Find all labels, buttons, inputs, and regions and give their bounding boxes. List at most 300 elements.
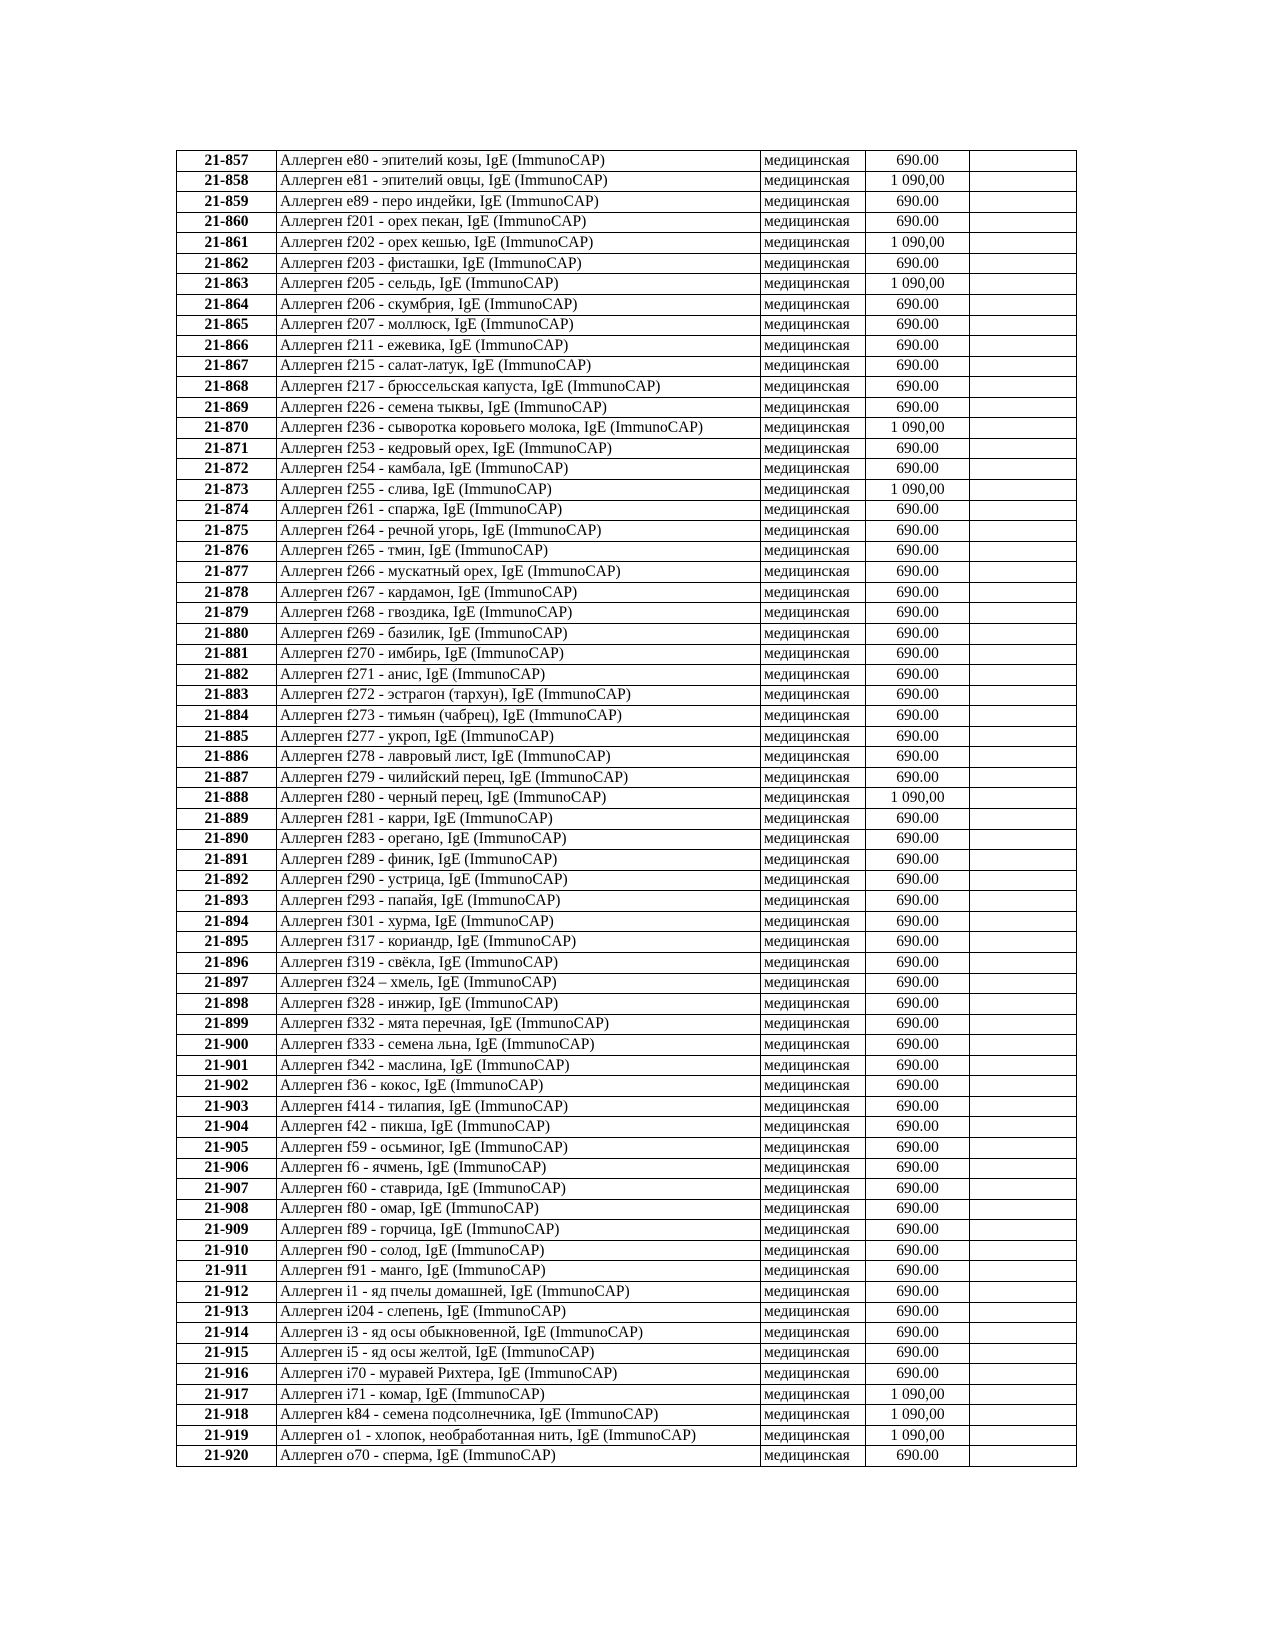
empty-cell <box>970 747 1077 768</box>
service-type: медицинская <box>761 315 866 336</box>
empty-cell <box>970 891 1077 912</box>
service-name: Аллерген f202 - орех кешью, IgE (ImmunoCAP) <box>277 233 761 254</box>
service-price: 690.00 <box>866 870 970 891</box>
empty-cell <box>970 1302 1077 1323</box>
empty-cell <box>970 952 1077 973</box>
service-name: Аллерген f269 - базилик, IgE (ImmunoCAP) <box>277 623 761 644</box>
service-type: медицинская <box>761 1425 866 1446</box>
service-name: Аллерген f272 - эстрагон (тархун), IgE (ImmunoCAP) <box>277 685 761 706</box>
empty-cell <box>970 788 1077 809</box>
service-code: 21-910 <box>177 1240 277 1261</box>
service-code: 21-909 <box>177 1220 277 1241</box>
table-row <box>177 829 1077 850</box>
table-row <box>177 1117 1077 1138</box>
service-price: 690.00 <box>866 336 970 357</box>
empty-cell <box>970 1179 1077 1200</box>
table-row <box>177 151 1077 172</box>
service-name: Аллерген f226 - семена тыквы, IgE (ImmunoCAP) <box>277 397 761 418</box>
empty-cell <box>970 171 1077 192</box>
table-row <box>177 1014 1077 1035</box>
service-type: медицинская <box>761 1343 866 1364</box>
service-code: 21-890 <box>177 829 277 850</box>
service-price: 690.00 <box>866 1281 970 1302</box>
empty-cell <box>970 1364 1077 1385</box>
service-name: Аллерген i5 - яд осы желтой, IgE (ImmunoCAP) <box>277 1343 761 1364</box>
service-type: медицинская <box>761 1220 866 1241</box>
empty-cell <box>970 192 1077 213</box>
service-price: 690.00 <box>866 726 970 747</box>
empty-cell <box>970 274 1077 295</box>
service-price: 690.00 <box>866 397 970 418</box>
table-row <box>177 1096 1077 1117</box>
empty-cell <box>970 829 1077 850</box>
table-row <box>177 336 1077 357</box>
empty-cell <box>970 541 1077 562</box>
table-row <box>177 706 1077 727</box>
table-row <box>177 603 1077 624</box>
service-type: медицинская <box>761 397 866 418</box>
empty-cell <box>970 1055 1077 1076</box>
service-name: Аллерген f265 - тмин, IgE (ImmunoCAP) <box>277 541 761 562</box>
service-price: 690.00 <box>866 747 970 768</box>
empty-cell <box>970 233 1077 254</box>
service-price: 690.00 <box>866 1240 970 1261</box>
service-name: Аллерген o1 - хлопок, необработанная нить, IgE (ImmunoCAP) <box>277 1425 761 1446</box>
service-type: медицинская <box>761 1035 866 1056</box>
service-price: 1 090,00 <box>866 480 970 501</box>
service-name: Аллерген f264 - речной угорь, IgE (ImmunoCAP) <box>277 521 761 542</box>
table-row <box>177 582 1077 603</box>
service-name: Аллерген k84 - семена подсолнечника, IgE (ImmunoCAP) <box>277 1405 761 1426</box>
service-code: 21-873 <box>177 480 277 501</box>
table-row <box>177 809 1077 830</box>
service-code: 21-917 <box>177 1384 277 1405</box>
table-row <box>177 1343 1077 1364</box>
service-code: 21-916 <box>177 1364 277 1385</box>
service-type: медицинская <box>761 438 866 459</box>
table-row <box>177 459 1077 480</box>
service-code: 21-886 <box>177 747 277 768</box>
service-code: 21-912 <box>177 1281 277 1302</box>
service-price: 690.00 <box>866 438 970 459</box>
service-price: 1 090,00 <box>866 1425 970 1446</box>
service-code: 21-902 <box>177 1076 277 1097</box>
service-type: медицинская <box>761 1138 866 1159</box>
service-name: Аллерген f91 - манго, IgE (ImmunoCAP) <box>277 1261 761 1282</box>
service-price: 690.00 <box>866 1055 970 1076</box>
empty-cell <box>970 480 1077 501</box>
service-name: Аллерген f317 - кориандр, IgE (ImmunoCAP) <box>277 932 761 953</box>
service-type: медицинская <box>761 665 866 686</box>
service-name: Аллерген f328 - инжир, IgE (ImmunoCAP) <box>277 994 761 1015</box>
service-code: 21-897 <box>177 973 277 994</box>
service-price: 690.00 <box>866 1199 970 1220</box>
table-row <box>177 192 1077 213</box>
empty-cell <box>970 1220 1077 1241</box>
table-row <box>177 1179 1077 1200</box>
table-row <box>177 562 1077 583</box>
table-row <box>177 1158 1077 1179</box>
service-price: 690.00 <box>866 1014 970 1035</box>
service-name: Аллерген f267 - кардамон, IgE (ImmunoCAP) <box>277 582 761 603</box>
service-price: 690.00 <box>866 151 970 172</box>
service-code: 21-903 <box>177 1096 277 1117</box>
service-price: 690.00 <box>866 706 970 727</box>
service-price: 1 090,00 <box>866 418 970 439</box>
empty-cell <box>970 870 1077 891</box>
service-code: 21-867 <box>177 356 277 377</box>
service-type: медицинская <box>761 994 866 1015</box>
empty-cell <box>970 706 1077 727</box>
service-name: Аллерген o70 - сперма, IgE (ImmunoCAP) <box>277 1446 761 1467</box>
table-row <box>177 726 1077 747</box>
service-code: 21-898 <box>177 994 277 1015</box>
table-row <box>177 418 1077 439</box>
table-row <box>177 767 1077 788</box>
service-name: Аллерген f253 - кедровый орех, IgE (ImmunoCAP) <box>277 438 761 459</box>
empty-cell <box>970 1158 1077 1179</box>
empty-cell <box>970 1323 1077 1344</box>
service-type: медицинская <box>761 582 866 603</box>
service-price: 690.00 <box>866 952 970 973</box>
service-type: медицинская <box>761 1405 866 1426</box>
service-price: 690.00 <box>866 1220 970 1241</box>
service-name: Аллерген f266 - мускатный орех, IgE (ImmunoCAP) <box>277 562 761 583</box>
service-name: Аллерген f215 - салат-латук, IgE (ImmunoCAP) <box>277 356 761 377</box>
table-row <box>177 397 1077 418</box>
service-price: 690.00 <box>866 315 970 336</box>
table-row <box>177 1199 1077 1220</box>
price-table <box>176 150 1077 1467</box>
empty-cell <box>970 1281 1077 1302</box>
service-code: 21-915 <box>177 1343 277 1364</box>
service-code: 21-871 <box>177 438 277 459</box>
service-name: Аллерген f261 - спаржа, IgE (ImmunoCAP) <box>277 500 761 521</box>
service-type: медицинская <box>761 1240 866 1261</box>
service-type: медицинская <box>761 788 866 809</box>
table-row <box>177 253 1077 274</box>
table-row <box>177 932 1077 953</box>
service-code: 21-864 <box>177 294 277 315</box>
table-row <box>177 1076 1077 1097</box>
service-type: медицинская <box>761 685 866 706</box>
empty-cell <box>970 336 1077 357</box>
service-name: Аллерген f236 - сыворотка коровьего молока, IgE (ImmunoCAP) <box>277 418 761 439</box>
service-type: медицинская <box>761 1014 866 1035</box>
service-name: Аллерген f273 - тимьян (чабрец), IgE (ImmunoCAP) <box>277 706 761 727</box>
table-row <box>177 1055 1077 1076</box>
service-type: медицинская <box>761 1055 866 1076</box>
service-type: медицинская <box>761 151 866 172</box>
service-name: Аллерген e80 - эпителий козы, IgE (ImmunoCAP) <box>277 151 761 172</box>
table-row <box>177 377 1077 398</box>
service-name: Аллерген i204 - слепень, IgE (ImmunoCAP) <box>277 1302 761 1323</box>
empty-cell <box>970 1384 1077 1405</box>
service-name: Аллерген f59 - осьминог, IgE (ImmunoCAP) <box>277 1138 761 1159</box>
service-name: Аллерген f207 - моллюск, IgE (ImmunoCAP) <box>277 315 761 336</box>
service-code: 21-908 <box>177 1199 277 1220</box>
empty-cell <box>970 603 1077 624</box>
empty-cell <box>970 644 1077 665</box>
service-name: Аллерген f278 - лавровый лист, IgE (ImmunoCAP) <box>277 747 761 768</box>
table-row <box>177 1364 1077 1385</box>
service-price: 690.00 <box>866 500 970 521</box>
service-price: 1 090,00 <box>866 171 970 192</box>
service-code: 21-872 <box>177 459 277 480</box>
table-row <box>177 294 1077 315</box>
table-row <box>177 994 1077 1015</box>
service-price: 690.00 <box>866 459 970 480</box>
service-price: 690.00 <box>866 767 970 788</box>
empty-cell <box>970 1405 1077 1426</box>
service-name: Аллерген f217 - брюссельская капуста, IgE (ImmunoCAP) <box>277 377 761 398</box>
service-code: 21-880 <box>177 623 277 644</box>
service-price: 690.00 <box>866 1138 970 1159</box>
service-price: 690.00 <box>866 541 970 562</box>
service-type: медицинская <box>761 1096 866 1117</box>
service-type: медицинская <box>761 356 866 377</box>
service-type: медицинская <box>761 1446 866 1467</box>
service-price: 690.00 <box>866 850 970 871</box>
empty-cell <box>970 1343 1077 1364</box>
service-price: 690.00 <box>866 809 970 830</box>
service-price: 1 090,00 <box>866 274 970 295</box>
service-price: 690.00 <box>866 212 970 233</box>
service-type: медицинская <box>761 911 866 932</box>
service-name: Аллерген f271 - анис, IgE (ImmunoCAP) <box>277 665 761 686</box>
empty-cell <box>970 151 1077 172</box>
service-price: 690.00 <box>866 582 970 603</box>
service-name: Аллерген f36 - кокос, IgE (ImmunoCAP) <box>277 1076 761 1097</box>
table-row <box>177 665 1077 686</box>
service-type: медицинская <box>761 541 866 562</box>
service-code: 21-874 <box>177 500 277 521</box>
empty-cell <box>970 809 1077 830</box>
empty-cell <box>970 850 1077 871</box>
service-name: Аллерген f301 - хурма, IgE (ImmunoCAP) <box>277 911 761 932</box>
empty-cell <box>970 562 1077 583</box>
service-type: медицинская <box>761 603 866 624</box>
service-type: медицинская <box>761 623 866 644</box>
service-price: 690.00 <box>866 1158 970 1179</box>
service-type: медицинская <box>761 1076 866 1097</box>
service-type: медицинская <box>761 952 866 973</box>
service-name: Аллерген i71 - комар, IgE (ImmunoCAP) <box>277 1384 761 1405</box>
service-price: 690.00 <box>866 911 970 932</box>
service-name: Аллерген f333 - семена льна, IgE (ImmunoCAP) <box>277 1035 761 1056</box>
empty-cell <box>970 418 1077 439</box>
service-price: 690.00 <box>866 562 970 583</box>
table-row <box>177 521 1077 542</box>
empty-cell <box>970 1240 1077 1261</box>
table-row <box>177 233 1077 254</box>
service-price: 690.00 <box>866 1364 970 1385</box>
table-row <box>177 952 1077 973</box>
table-row <box>177 685 1077 706</box>
service-code: 21-860 <box>177 212 277 233</box>
service-code: 21-881 <box>177 644 277 665</box>
service-name: Аллерген f342 - маслина, IgE (ImmunoCAP) <box>277 1055 761 1076</box>
empty-cell <box>970 397 1077 418</box>
service-name: Аллерген i1 - яд пчелы домашней, IgE (ImmunoCAP) <box>277 1281 761 1302</box>
service-type: медицинская <box>761 891 866 912</box>
service-price: 690.00 <box>866 1076 970 1097</box>
empty-cell <box>970 1035 1077 1056</box>
service-code: 21-893 <box>177 891 277 912</box>
service-code: 21-914 <box>177 1323 277 1344</box>
service-code: 21-883 <box>177 685 277 706</box>
service-type: медицинская <box>761 973 866 994</box>
service-name: Аллерген f60 - ставрида, IgE (ImmunoCAP) <box>277 1179 761 1200</box>
service-name: Аллерген f42 - пикша, IgE (ImmunoCAP) <box>277 1117 761 1138</box>
service-price: 690.00 <box>866 1035 970 1056</box>
service-code: 21-888 <box>177 788 277 809</box>
table-row <box>177 541 1077 562</box>
service-code: 21-911 <box>177 1261 277 1282</box>
table-row <box>177 212 1077 233</box>
service-type: медицинская <box>761 870 866 891</box>
table-row <box>177 1446 1077 1467</box>
empty-cell <box>970 767 1077 788</box>
service-price: 690.00 <box>866 377 970 398</box>
service-price: 690.00 <box>866 1323 970 1344</box>
service-code: 21-876 <box>177 541 277 562</box>
service-type: медицинская <box>761 809 866 830</box>
service-name: Аллерген f324 – хмель, IgE (ImmunoCAP) <box>277 973 761 994</box>
service-name: Аллерген f255 - слива, IgE (ImmunoCAP) <box>277 480 761 501</box>
service-type: медицинская <box>761 521 866 542</box>
service-name: Аллерген f6 - ячмень, IgE (ImmunoCAP) <box>277 1158 761 1179</box>
service-type: медицинская <box>761 706 866 727</box>
service-code: 21-895 <box>177 932 277 953</box>
empty-cell <box>970 294 1077 315</box>
table-row <box>177 171 1077 192</box>
service-code: 21-877 <box>177 562 277 583</box>
service-type: медицинская <box>761 212 866 233</box>
service-code: 21-857 <box>177 151 277 172</box>
service-price: 690.00 <box>866 1302 970 1323</box>
service-type: медицинская <box>761 274 866 295</box>
service-name: Аллерген f332 - мята перечная, IgE (ImmunoCAP) <box>277 1014 761 1035</box>
service-name: Аллерген f277 - укроп, IgE (ImmunoCAP) <box>277 726 761 747</box>
empty-cell <box>970 315 1077 336</box>
service-name: Аллерген f203 - фисташки, IgE (ImmunoCAP) <box>277 253 761 274</box>
empty-cell <box>970 973 1077 994</box>
service-code: 21-863 <box>177 274 277 295</box>
service-price: 1 090,00 <box>866 788 970 809</box>
table-row <box>177 1323 1077 1344</box>
service-code: 21-894 <box>177 911 277 932</box>
empty-cell <box>970 459 1077 480</box>
service-name: Аллерген f268 - гвоздика, IgE (ImmunoCAP) <box>277 603 761 624</box>
table-row <box>177 973 1077 994</box>
service-price: 690.00 <box>866 973 970 994</box>
service-code: 21-878 <box>177 582 277 603</box>
service-price: 690.00 <box>866 1117 970 1138</box>
service-price: 690.00 <box>866 1261 970 1282</box>
table-row <box>177 500 1077 521</box>
service-code: 21-859 <box>177 192 277 213</box>
table-row <box>177 850 1077 871</box>
empty-cell <box>970 1117 1077 1138</box>
service-name: Аллерген i70 - муравей Рихтера, IgE (ImmunoCAP) <box>277 1364 761 1385</box>
service-type: медицинская <box>761 767 866 788</box>
service-type: медицинская <box>761 192 866 213</box>
empty-cell <box>970 726 1077 747</box>
service-type: медицинская <box>761 500 866 521</box>
service-type: медицинская <box>761 1179 866 1200</box>
service-type: медицинская <box>761 253 866 274</box>
service-price: 690.00 <box>866 932 970 953</box>
service-type: медицинская <box>761 747 866 768</box>
service-price: 690.00 <box>866 623 970 644</box>
empty-cell <box>970 356 1077 377</box>
service-price: 690.00 <box>866 829 970 850</box>
service-code: 21-907 <box>177 1179 277 1200</box>
table-row <box>177 1405 1077 1426</box>
empty-cell <box>970 438 1077 459</box>
service-price: 690.00 <box>866 994 970 1015</box>
service-type: медицинская <box>761 850 866 871</box>
table-row <box>177 438 1077 459</box>
service-code: 21-896 <box>177 952 277 973</box>
service-code: 21-858 <box>177 171 277 192</box>
table-row <box>177 1281 1077 1302</box>
service-type: медицинская <box>761 336 866 357</box>
empty-cell <box>970 521 1077 542</box>
service-type: медицинская <box>761 171 866 192</box>
empty-cell <box>970 1014 1077 1035</box>
service-code: 21-918 <box>177 1405 277 1426</box>
service-name: Аллерген f290 - устрица, IgE (ImmunoCAP) <box>277 870 761 891</box>
service-code: 21-869 <box>177 397 277 418</box>
table-row <box>177 870 1077 891</box>
service-type: медицинская <box>761 459 866 480</box>
service-name: Аллерген f280 - черный перец, IgE (ImmunoCAP) <box>277 788 761 809</box>
service-price: 690.00 <box>866 665 970 686</box>
service-price: 690.00 <box>866 521 970 542</box>
empty-cell <box>970 1138 1077 1159</box>
service-price: 690.00 <box>866 891 970 912</box>
service-code: 21-901 <box>177 1055 277 1076</box>
service-type: медицинская <box>761 1384 866 1405</box>
service-name: Аллерген f80 - омар, IgE (ImmunoCAP) <box>277 1199 761 1220</box>
service-code: 21-919 <box>177 1425 277 1446</box>
service-price: 690.00 <box>866 1179 970 1200</box>
table-row <box>177 1302 1077 1323</box>
service-code: 21-879 <box>177 603 277 624</box>
service-code: 21-865 <box>177 315 277 336</box>
service-price: 690.00 <box>866 356 970 377</box>
service-type: медицинская <box>761 1281 866 1302</box>
table-row <box>177 1240 1077 1261</box>
service-price: 690.00 <box>866 644 970 665</box>
service-code: 21-868 <box>177 377 277 398</box>
empty-cell <box>970 1425 1077 1446</box>
service-type: медицинская <box>761 294 866 315</box>
service-code: 21-920 <box>177 1446 277 1467</box>
service-name: Аллерген f270 - имбирь, IgE (ImmunoCAP) <box>277 644 761 665</box>
service-type: медицинская <box>761 233 866 254</box>
table-row <box>177 1220 1077 1241</box>
service-code: 21-906 <box>177 1158 277 1179</box>
service-code: 21-861 <box>177 233 277 254</box>
service-code: 21-862 <box>177 253 277 274</box>
table-row <box>177 1261 1077 1282</box>
service-name: Аллерген f89 - горчица, IgE (ImmunoCAP) <box>277 1220 761 1241</box>
service-code: 21-913 <box>177 1302 277 1323</box>
table-row <box>177 891 1077 912</box>
